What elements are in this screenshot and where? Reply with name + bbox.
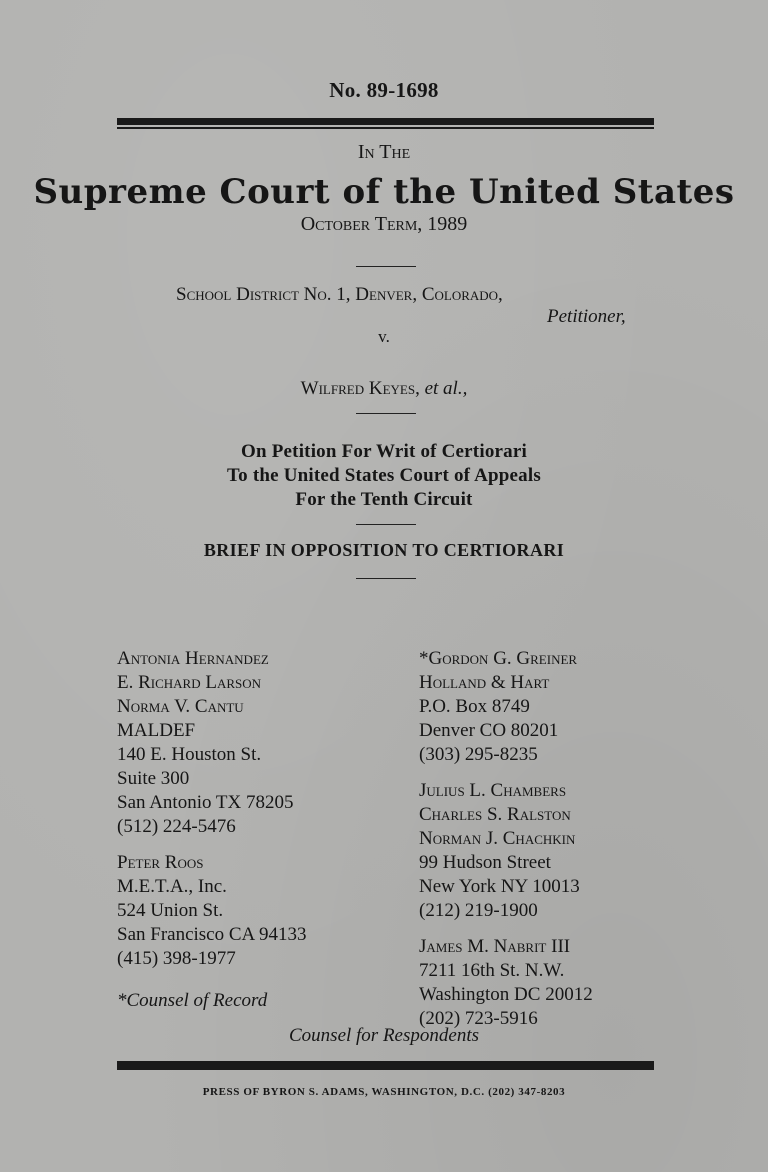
counsel-address-line: 99 Hudson Street xyxy=(419,852,551,873)
petition-line-1: On Petition For Writ of Certiorari xyxy=(241,441,527,462)
counsel-name: Norma V. Cantu xyxy=(117,696,244,717)
divider-rule xyxy=(356,524,416,525)
petitioner-party: School District No. 1, Denver, Colorado, xyxy=(176,284,503,305)
counsel-organization: Holland & Hart xyxy=(419,672,550,693)
counsel-name: Julius L. Chambers xyxy=(419,780,567,801)
counsel-name: E. Richard Larson xyxy=(117,672,262,693)
counsel-name: Norman J. Chachkin xyxy=(419,828,576,849)
versus: v. xyxy=(378,327,390,346)
counsel-name: Peter Roos xyxy=(117,852,204,873)
bottom-rule-thick xyxy=(117,1061,654,1068)
divider-rule xyxy=(356,266,416,267)
divider-rule xyxy=(356,578,416,579)
petitioner-role: Petitioner, xyxy=(547,306,626,327)
counsel-address-line: 7211 16th St. N.W. xyxy=(419,960,565,981)
respondent-suffix: et al., xyxy=(424,378,468,399)
counsel-phone: (303) 295-8235 xyxy=(419,744,538,765)
printer-imprint: PRESS OF BYRON S. ADAMS, WASHINGTON, D.C. (202) 347-8203 xyxy=(202,1086,566,1098)
counsel-phone: (512) 224-5476 xyxy=(117,816,236,837)
counsel-address-line: Denver CO 80201 xyxy=(419,720,559,741)
counsel-name: *Gordon G. Greiner xyxy=(419,648,578,669)
counsel-address-line: 140 E. Houston St. xyxy=(117,744,262,765)
docket-number: No. 89-1698 xyxy=(329,78,439,102)
counsel-address-line: San Antonio TX 78205 xyxy=(117,792,294,813)
counsel-address-line: 524 Union St. xyxy=(117,900,224,921)
counsel-name: Charles S. Ralston xyxy=(419,804,571,825)
respondent-name: Wilfred Keyes, xyxy=(300,378,420,399)
counsel-phone: (212) 219-1900 xyxy=(419,900,538,921)
counsel-organization: M.E.T.A., Inc. xyxy=(117,876,227,897)
brief-title: BRIEF IN OPPOSITION TO CERTIORARI xyxy=(203,540,565,560)
counsel-phone: (415) 398-1977 xyxy=(117,948,236,969)
counsel-address-line: New York NY 10013 xyxy=(419,876,580,897)
counsel-column-right xyxy=(419,647,593,1031)
counsel-address-line: Suite 300 xyxy=(117,768,190,789)
court-name: Supreme Court of the United States xyxy=(33,172,735,212)
counsel-name: Antonia Hernandez xyxy=(117,648,269,669)
respondent-party xyxy=(0,378,768,400)
counsel-address-line: Washington DC 20012 xyxy=(419,984,593,1005)
court-term: October Term, 1989 xyxy=(300,213,468,235)
counsel-for-respondents: Counsel for Respondents xyxy=(289,1025,479,1046)
counsel-address-line: P.O. Box 8749 xyxy=(419,696,530,717)
counsel-name: James M. Nabrit III xyxy=(419,936,571,957)
petition-line-3: For the Tenth Circuit xyxy=(295,489,473,510)
top-rule-thin xyxy=(117,127,654,129)
petition-line-2: To the United States Court of Appeals xyxy=(227,465,541,486)
bottom-rule-thin xyxy=(117,1068,654,1070)
top-rule-thick xyxy=(117,118,654,125)
counsel-of-record-note: *Counsel of Record xyxy=(117,990,268,1011)
divider-rule xyxy=(356,413,416,414)
counsel-column-left xyxy=(117,647,306,971)
counsel-phone: (202) 723-5916 xyxy=(419,1008,538,1029)
counsel-organization: MALDEF xyxy=(117,720,196,741)
in-the-heading: In The xyxy=(357,141,411,163)
counsel-address-line: San Francisco CA 94133 xyxy=(117,924,307,945)
